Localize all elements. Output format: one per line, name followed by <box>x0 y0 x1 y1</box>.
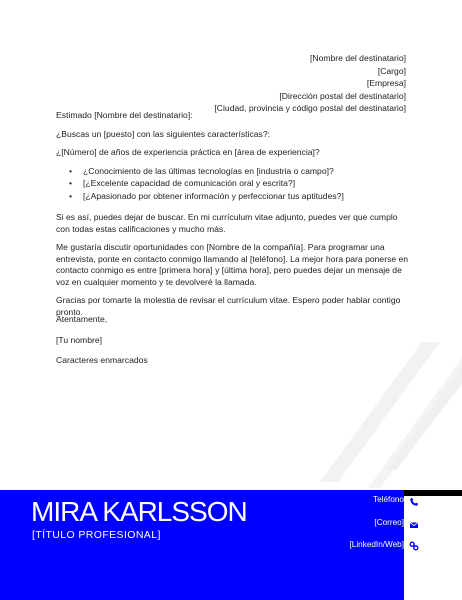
paragraph-2: Me gustaría discutir oportunidades con [Nombre de la compañía]. Para programar una entrevista, ponte en contacto conmigo llamando al [teléfono]. La mejor hora para ponerse en contacto conmigo es entre [primera hora] y [última hora], pero puedes dejar un mensaje de voz en cualquier momento y te devolveré la llamada. <box>56 242 409 287</box>
paragraph-3: Gracias por tomarte la molestia de revisar el currículum vitae. Espero poder hablar contigo pronto. <box>56 295 401 317</box>
footer-banner <box>0 490 404 600</box>
phone-icon <box>409 497 419 507</box>
framed-characters: Caracteres enmarcados <box>56 355 148 365</box>
recipient-address: [Dirección postal del destinatario] <box>279 90 406 101</box>
recipient-company: [Empresa] <box>366 78 406 89</box>
recipient-city: [Ciudad, provincia y código postal del destinatario] <box>214 103 406 114</box>
list-item-text: ¿Conocimiento de las últimas tecnologías en [industria o campo]? <box>83 165 334 176</box>
black-accent-bar <box>404 490 462 496</box>
stripe-3 <box>372 366 462 470</box>
recipient-block <box>214 52 406 115</box>
letter-body <box>56 110 412 325</box>
envelope-icon <box>409 520 419 530</box>
contact-phone: Teléfono <box>373 495 404 504</box>
stripe-1 <box>320 342 440 482</box>
salutation: Estimado [Nombre del destinatario]: <box>56 110 193 120</box>
contact-website: [LinkedIn/Web] <box>349 540 404 549</box>
qualification-list <box>56 166 412 203</box>
list-item <box>56 166 412 178</box>
experience: ¿[Número] de años de experiencia práctica en [área de experiencia]? <box>56 147 320 157</box>
recipient-position: [Cargo] <box>377 65 406 76</box>
list-item <box>56 191 412 203</box>
professional-title: [TÍTULO PROFESIONAL] <box>32 529 161 541</box>
list-item-text: [¿Excelente capacidad de comunicación oral y escrita?] <box>83 178 296 188</box>
bullet-icon: • <box>69 165 73 176</box>
question: ¿Buscas un [puesto] con las siguientes características?: <box>56 128 270 139</box>
closing-block <box>56 314 148 376</box>
recipient-name: [Nombre del destinatario] <box>309 53 406 63</box>
bullet-icon: • <box>69 178 73 188</box>
list-item <box>56 178 412 190</box>
bullet-icon: • <box>69 190 73 201</box>
signature-name: [Tu nombre] <box>56 334 103 345</box>
applicant-name: MIRA KARLSSON <box>31 496 247 527</box>
stripe-2 <box>352 358 462 488</box>
contact-email: [Correo] <box>374 518 404 527</box>
list-item-text: [¿Apasionado por obtener información y perfeccionar tus aptitudes?] <box>83 190 344 201</box>
link-icon <box>409 541 419 551</box>
closing-text: Atentamente, <box>56 314 108 324</box>
paragraph-1: Si es así, puedes dejar de buscar. En mi currículum vitae adjunto, puedes ver que cumplo con todas estas calificaciones y mucho más. <box>56 212 398 234</box>
